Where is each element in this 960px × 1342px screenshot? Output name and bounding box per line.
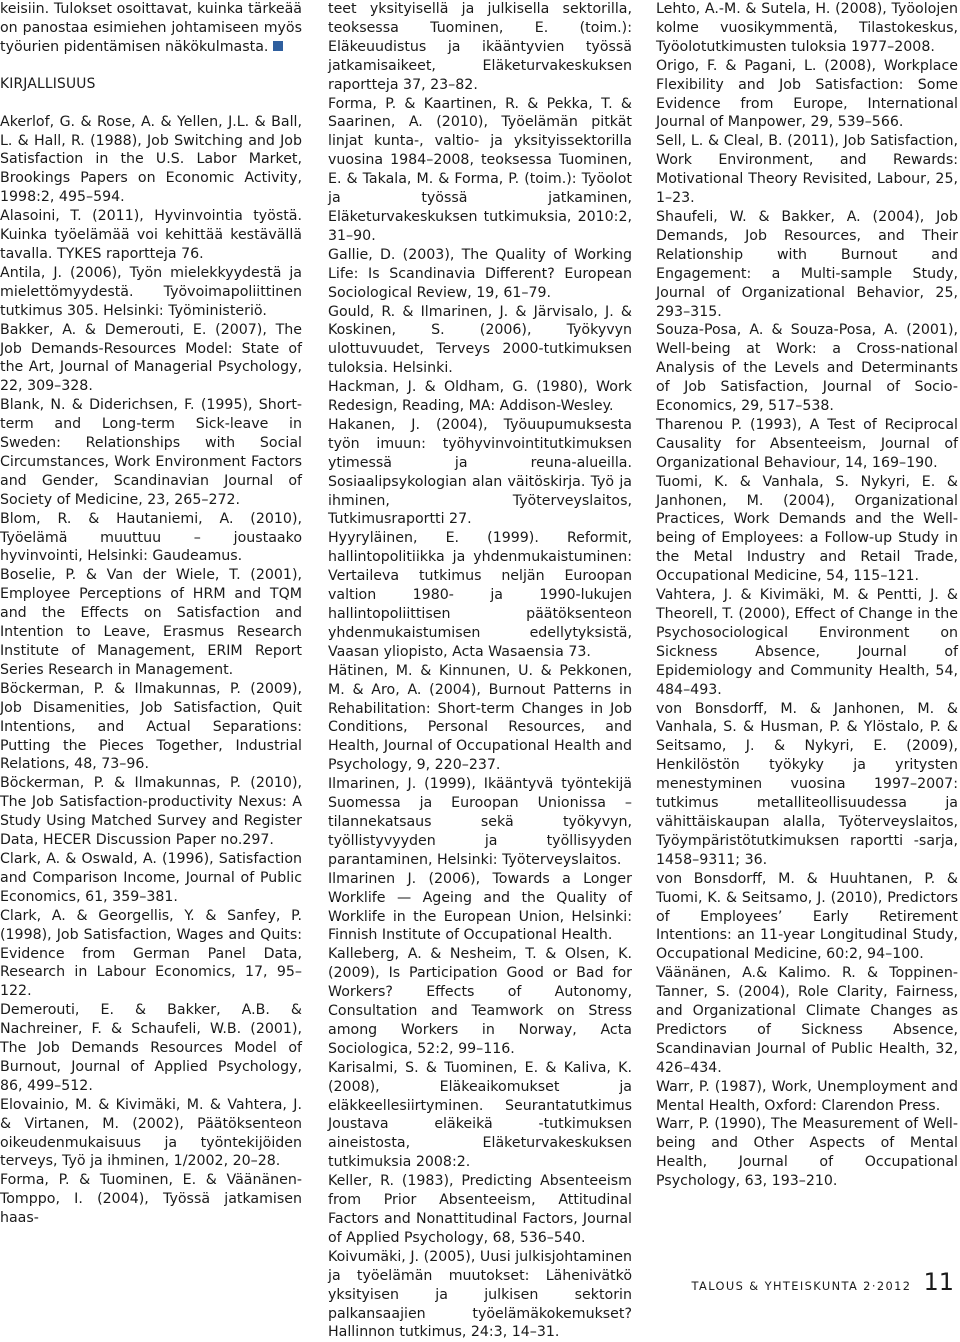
reference-item: Warr, P. (1987), Work, Unemployment and Mental Health, Oxford: Clarendon Press. xyxy=(656,1078,958,1114)
reference-item: Blom, R. & Hautaniemi, A. (2010), Työelämä muuttuu – joustaako hyvinvointi, Helsinki: Gaudeamus. xyxy=(0,510,302,565)
reference-item: Gallie, D. (2003), The Quality of Working Life: Is Scandinavia Different? European Sociological Review, 19, 61–79. xyxy=(328,246,632,301)
reference-list xyxy=(656,0,958,1191)
reference-item: Hätinen, M. & Kinnunen, U. & Pekkonen, M. & Aro, A. (2004), Burnout Patterns in Rehabilitation: Short-term Changes in Job Conditions, Personal Resources, and Health, Journal of Occupational Health and Psychology, 9, 220–237. xyxy=(328,662,632,774)
reference-item: Shaufeli, W. & Bakker, A. (2004), Job Demands, Job Resources, and Their Relationship with Burnout and Engagement: a Multi-sample Study, Journal of Organizational Behavior, 25, 293–315. xyxy=(656,208,958,320)
reference-item: Origo, F. & Pagani, L. (2008), Workplace Flexibility and Job Satisfaction: Some Evidence from Europe, International Journal of Manpower, 29, 539–566. xyxy=(656,57,958,131)
reference-item: Elovainio, M. & Kivimäki, M. & Vahtera, J. & Virtanen, M. (2002), Päätöksenteon oikeudenmukaisuus ja työntekijöiden terveys, Työ ja ihminen, 1/2002, 20–28. xyxy=(0,1096,302,1170)
reference-item: Väänänen, A.& Kalimo. R. & Toppinen-Tanner, S. (2004), Role Clarity, Fairness, and Organizational Climate Changes as Predictors of Sickness Absence, Scandinavian Journal of Public Health, 32, 426–434. xyxy=(656,965,958,1076)
reference-item: Ilmarinen J. (2006), Towards a Longer Worklife — Ageing and the Quality of Worklife in the European Union, Helsinki: Finnish Institute of Occupational Health. xyxy=(328,870,632,944)
reference-item: Clark, A. & Oswald, A. (1996), Satisfaction and Comparison Income, Journal of Public Economics, 61, 359–381. xyxy=(0,850,302,905)
reference-list xyxy=(0,113,302,1228)
reference-item: Gould, R. & Ilmarinen, J. & Järvisalo, J. & Koskinen, S. (2006), Työkyvyn ulottuvuudet, Terveys 2000-tutkimuksen tuloksia. Helsinki. xyxy=(328,303,632,377)
reference-item: Boselie, P. & Van der Wiele, T. (2001), Employee Perceptions of HRM and TQM and the Effects on Satisfaction and Intention to Leave, Erasmus Research Institute of Management, ERIM Report Series Research in Management. xyxy=(0,567,302,678)
reference-item: Hakanen, J. (2004), Työuupumuksesta työn imuun: työhyvinvointitutkimuksen ytimessä ja reuna-alueilla. Sosiaalipsykologian alan väitöskirja. Työ ja ihminen, Työterveyslaitos, Tutkimusraportti 27. xyxy=(328,416,632,528)
column-3 xyxy=(656,0,958,1191)
reference-list xyxy=(328,0,632,1342)
reference-item: Forma, P. & Kaartinen, R. & Pekka, T. & Saarinen, A. (2010), Työelämän pitkät linjat kunta-, valtio- ja yksityissektorilla vuosina 1984–2008, teoksessa Tuominen, E. & Takala, M. & Forma, P. (toim.): Työolot ja työssä jatkaminen, Eläketurvakeskuksen tutkimuksia, 2010:2, 31–90. xyxy=(328,95,632,244)
page-footer xyxy=(692,1268,954,1296)
reference-item: Alasoini, T. (2011), Hyvinvointia työstä. Kuinka työelämää voi kehittää kestävällä tavalla. TYKES raportteja 76. xyxy=(0,208,302,262)
reference-item: Lehto, A.-M. & Sutela, H. (2008), Työolojen kolme vuosikymmentä, Tilastokeskus, Työolotutkimusten tuloksia 1977–2008. xyxy=(656,1,958,55)
column-2 xyxy=(328,0,632,1342)
reference-item: Akerlof, G. & Rose, A. & Yellen, J.L. & Ball, L. & Hall, R. (1988), Job Switching and Job Satisfaction in the U.S. Labor Market, Brookings Papers on Economic Activity, 1998:2, 495–594. xyxy=(0,113,302,206)
reference-item: Hackman, J. & Oldham, G. (1980), Work Redesign, Reading, MA: Addison-Wesley. xyxy=(328,379,632,415)
reference-item: Clark, A. & Georgellis, Y. & Sanfey, P. (1998), Job Satisfaction, Wages and Quits: Evidence from German Panel Data, Research in Labour Economics, 17, 95–122. xyxy=(0,907,302,1000)
reference-item: von Bonsdorff, M. & Huuhtanen, P. & Tuomi, K. & Seitsamo, J. (2010), Predictors of Employees’ Early Retirement Intentions: an 11-year Longitudinal Study, Occupational Medicine, 60:2, 94–100. xyxy=(656,870,958,963)
article-closing-text: keisiin. Tulokset osoittavat, kuinka tärkeää on panostaa esimiehen johtamiseen myös työurien pidentämisen näkökulmasta. xyxy=(0,1,302,55)
reference-item: Blank, N. & Diderichsen, F. (1995), Short-term and Long-term Sick-leave in Sweden: Relationships with Social Circumstances, Work Environment Factors and Gender, Scandinavian Journal of Society of Medicine, 23, 265–272. xyxy=(0,397,302,508)
reference-item: Ilmarinen, J. (1999), Ikääntyvä työntekijä Suomessa ja Euroopan Unionissa – tilannekatsaus sekä työkyvyn, työllistyvyyden ja työllisyyden parantaminen, Helsinki: Työterveyslaitos. xyxy=(328,776,632,868)
reference-item: Forma, P. & Tuominen, E. & Väänänen-Tomppo, I. (2004), Työssä jatkamisen haas- xyxy=(0,1172,302,1227)
reference-item: Demerouti, E. & Bakker, A.B. & Nachreiner, F. & Schaufeli, W.B. (2001), The Job Demands Resources Model of Burnout, Journal of Applied Psychology, 86, 499–512. xyxy=(0,1002,302,1094)
reference-item: Böckerman, P. & Ilmakunnas, P. (2009), Job Disamenities, Job Satisfaction, Quit Intentions, and Actual Separations: Putting the Pieces Together, Industrial Relations, 48, 73–96. xyxy=(0,680,302,773)
column-1 xyxy=(0,0,302,1228)
end-of-article-square-icon xyxy=(273,41,283,51)
reference-item: Keller, R. (1983), Predicting Absenteeism from Prior Absenteeism, Attitudinal Factors and Nonattitudinal Factors, Journal of Applied Psychology, 68, 536–540. xyxy=(328,1173,632,1246)
reference-item: Warr, P. (1990), The Measurement of Well-being and Other Aspects of Mental Health, Journal of Occupational Psychology, 63, 193–210. xyxy=(656,1116,958,1190)
reference-item: Tuomi, K. & Vanhala, S. Nykyri, E. & Janhonen, M. (2004), Organizational Practices, Work Demands and the Well-being of Employees: a Follow-up Study in the Metal Industry and Retail Trade, Occupational Medicine, 54, 115–121. xyxy=(656,473,958,585)
reference-item: Karisalmi, S. & Tuominen, E. & Kaliva, K. (2008), Eläkeaikomukset ja eläkkeellesiirtyminen. Seurantatutkimus Joustava eläkeikä -tutkimuksen aineistosta, Eläketurvakeskuksen tutkimuksia 2008:2. xyxy=(328,1059,632,1171)
references-heading: KIRJALLISUUS xyxy=(0,75,96,92)
reference-item: Koivumäki, J. (2005), Uusi julkisjohtaminen ja työelämän muutokset: Lähenivätkö yksityisen ja julkisen sektorin palkansaajien työelämäkokemukset? Hallinnon tutkimus, 24:3, 14–31. xyxy=(328,1248,632,1341)
reference-item: Antila, J. (2006), Työn mielekkyydestä ja mielettömyydestä. Työvoimapoliittinen tutkimus 305. Helsinki: Työministeriö. xyxy=(0,264,302,319)
reference-item: teet yksityisellä ja julkisella sektorilla, teoksessa Tuominen, E. (toim.): Eläkeuudistus ja ikääntyvien työssä jatkamisaikeet, Eläketurvakeskuksen raportteja 37, 23–82. xyxy=(328,1,632,93)
reference-item: Sell, L. & Cleal, B. (2011), Job Satisfaction, Work Environment, and Rewards: Motivational Theory Revisited, Labour, 25, 1–23. xyxy=(656,133,958,207)
reference-item: Böckerman, P. & Ilmakunnas, P. (2010), The Job Satisfaction-productivity Nexus: A Study Using Matched Survey and Register Data, HECER Discussion Paper no.297. xyxy=(0,775,302,849)
journal-name: TALOUS & YHTEISKUNTA 2·2012 xyxy=(691,1279,912,1293)
reference-item: Vahtera, J. & Kivimäki, M. & Pentti, J. & Theorell, T. (2000), Effect of Change in the Psychosociological Environment on Sickness Absence, Journal of Epidemiology and Community Health, 54, 484–493. xyxy=(656,587,958,698)
reference-item: von Bonsdorff, M. & Janhonen, M. & Vanhala, S. & Husman, P. & Ylöstalo, P. & Seitsamo, J. & Nykyri, E. (2009), Henkilöstön työkyky ja yritysten menestyminen vuosina 1997–2007: tutkimus metalliteollisuudessa ja vähittäiskaupan alalla, Työterveyslaitos, Työympäristötutkimuksen raportti -sarja, 1458–9311; 36. xyxy=(656,700,958,868)
reference-item: Kalleberg, A. & Nesheim, T. & Olsen, K. (2009), Is Participation Good or Bad for Workers? Effects of Autonomy, Consultation and Teamwork on Stress among Workers in Norway, Acta Sociologica, 52:2, 99–116. xyxy=(328,946,632,1057)
reference-item: Souza-Posa, A. & Souza-Posa, A. (2001), Well-being at Work: a Cross-national Analysis of the Levels and Determinants of Job Satisfaction, Journal of Socio-Economics, 29, 517–538. xyxy=(656,322,958,415)
page-number: 11 xyxy=(923,1268,954,1296)
reference-item: Tharenou P. (1993), A Test of Reciprocal Causality for Absenteeism, Journal of Organizational Behaviour, 14, 169–190. xyxy=(656,416,958,471)
reference-item: Hyyryläinen, E. (1999). Reformit, hallintopolitiikka ja yhdenmukaistuminen: Vertaileva tutkimus neljän Euroopan valtion 1980- ja 1990-lukujen hallintopoliittisen päätöksenteon yhdenmukaistumisen edellytyksistä, Vaasan yliopisto, Acta Wasaensia 73. xyxy=(328,530,632,660)
reference-item: Bakker, A. & Demerouti, E. (2007), The Job Demands-Resources Model: State of the Art, Journal of Managerial Psychology, 22, 309–328. xyxy=(0,321,302,395)
